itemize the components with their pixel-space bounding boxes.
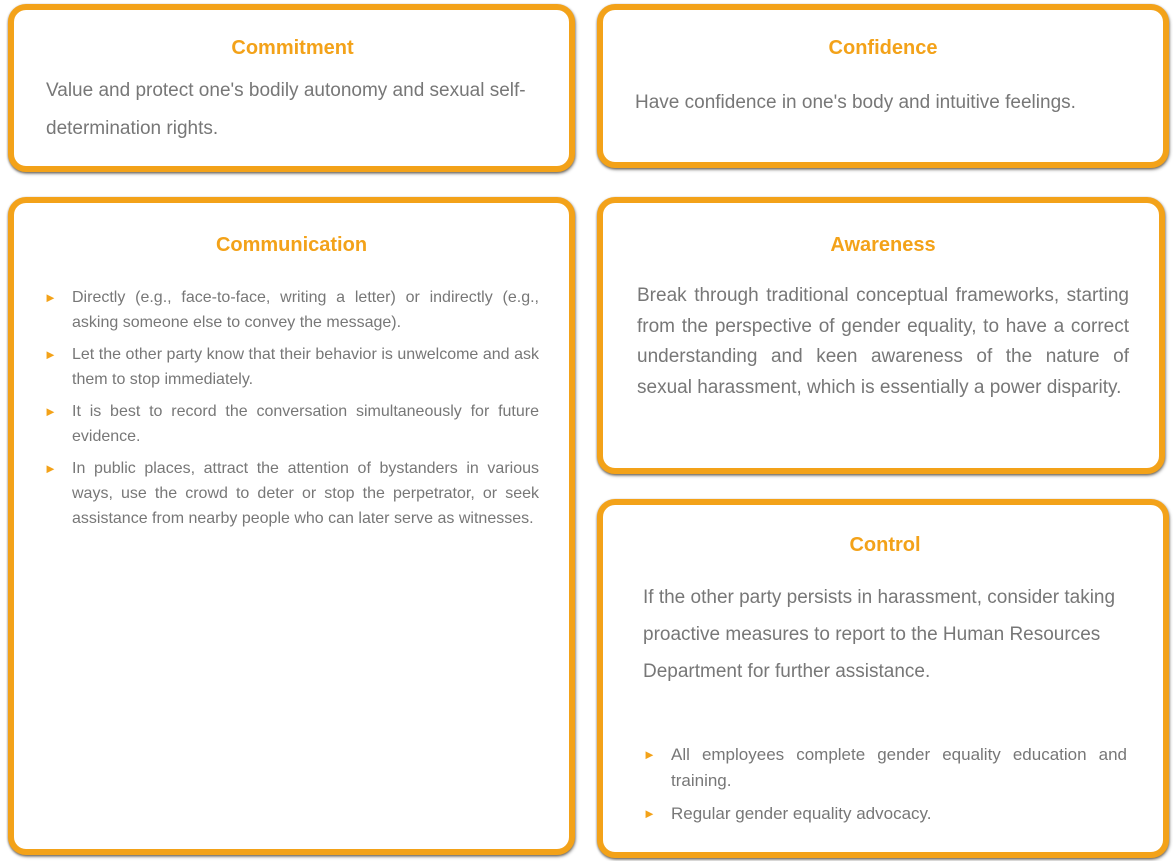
communication-bullet-list [44, 285, 539, 531]
bullet-text: Directly (e.g., face-to-face, writing a letter) or indirectly (e.g., asking someone else to convey the message). [72, 289, 539, 331]
list-item [643, 742, 1127, 794]
commitment-body: Value and protect one's bodily autonomy and sexual self-determination rights. [46, 80, 526, 139]
commitment-title: Commitment [231, 37, 354, 59]
bullet-arrow-icon: ► [643, 806, 656, 821]
list-item [44, 285, 539, 335]
bullet-arrow-icon: ► [44, 461, 57, 476]
confidence-title: Confidence [828, 37, 938, 59]
bullet-text: It is best to record the conversation simultaneously for future evidence. [72, 403, 539, 445]
list-item [44, 342, 539, 392]
bullet-arrow-icon: ► [643, 747, 656, 762]
control-body: If the other party persists in harassment, consider taking proactive measures to report to the Human Resources Department for further assistance. [643, 587, 1116, 682]
bullet-text: In public places, attract the attention of bystanders in various ways, use the crowd to deter or stop the perpetrator, or seek assistance from nearby people who can later serve as witnesses. [72, 460, 539, 527]
bullet-text: Regular gender equality advocacy. [671, 804, 932, 823]
card-awareness [597, 197, 1165, 474]
card-control [597, 499, 1169, 858]
bullet-arrow-icon: ► [44, 290, 57, 305]
bullet-arrow-icon: ► [44, 347, 57, 362]
communication-title: Communication [215, 234, 368, 256]
card-commitment [8, 4, 575, 172]
bullet-text: Let the other party know that their behavior is unwelcome and ask them to stop immediately. [72, 346, 539, 388]
bullet-arrow-icon: ► [44, 404, 57, 419]
list-item [643, 801, 1127, 827]
awareness-body: Break through traditional conceptual frameworks, starting from the perspective of gender equality, to have a correct understanding and keen awareness of the nature of sexual harassment, which is essentially a power disparity. [637, 285, 1129, 398]
confidence-body: Have confidence in one's body and intuitive feelings. [635, 92, 1076, 113]
bullet-text: All employees complete gender equality education and training. [671, 745, 1127, 790]
awareness-title: Awareness [830, 234, 936, 256]
list-item [44, 456, 539, 531]
card-communication [8, 197, 575, 855]
control-bullet-list [643, 742, 1127, 827]
list-item [44, 399, 539, 449]
card-confidence [597, 4, 1169, 168]
control-title: Control [849, 534, 921, 556]
